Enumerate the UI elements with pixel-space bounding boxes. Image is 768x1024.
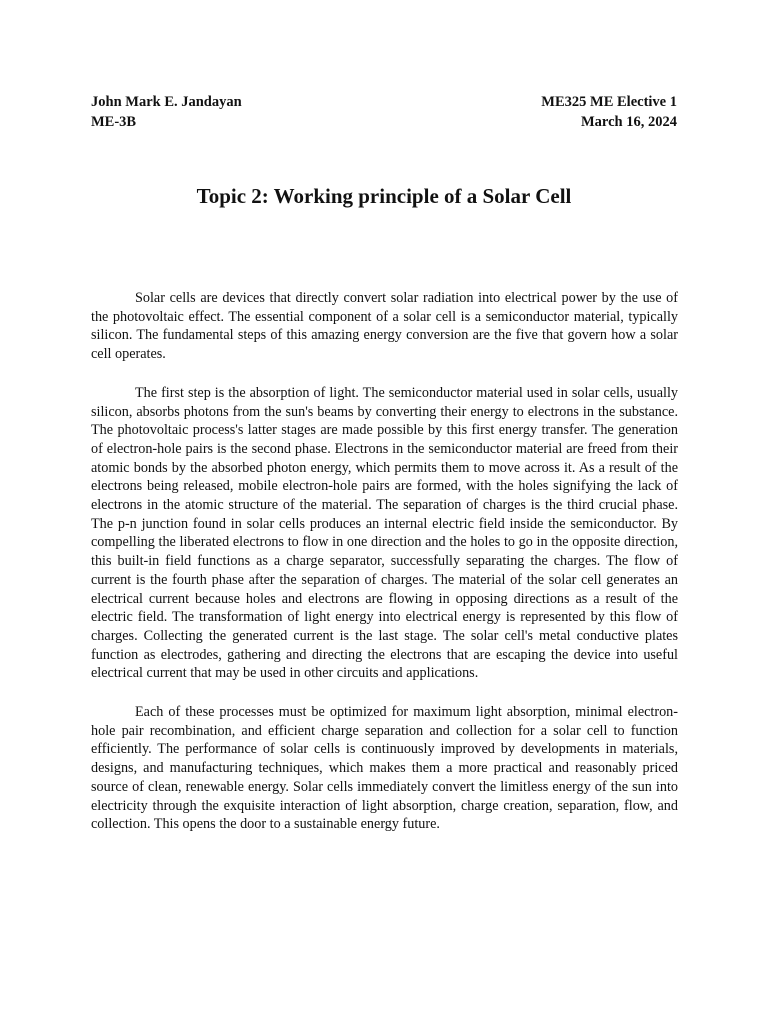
header-right: [541, 92, 677, 132]
document-title: Topic 2: Working principle of a Solar Cell: [196, 184, 572, 208]
section-label: ME-3B: [91, 114, 137, 130]
course-label: ME325 ME Elective 1: [541, 94, 677, 110]
document-body: [91, 289, 678, 854]
paragraph-steps: The first step is the absorption of light. The semiconductor material used in solar cells, usually silicon, absorbs photons from the sun's beams by converting their energy to electrons in the substance. The photovoltaic process's latter stages are made possible by this first energy transfer. The generation of electron-hole pairs is the second phase. Electrons in the semiconductor material are freed from their atomic bonds by the absorbed photon energy, which permits them to move across it. As a result of the electrons being released, mobile electron-hole pairs are formed, with the holes signifying the lack of electrons in the atomic structure of the material. The separation of charges is the third crucial phase. The p-n junction found in solar cells produces an internal electric field inside the semiconductor. By compelling the liberated electrons to flow in one direction and the holes to go in the opposite direction, this built-in field functions as a charge separator, successfully separating the charges. The flow of current is the fourth phase after the separation of charges. The material of the solar cell generates an electrical current because holes and electrons are flowing in opposing directions as a result of the electric field. The transformation of light energy into electrical energy is represented by this flow of charges. Collecting the generated current is the last stage. The solar cell's metal conductive plates function as electrodes, gathering and directing the electrons that are escaping the device into useful electrical current that may be used in other circuits and applications.: [91, 384, 678, 682]
header-left: [91, 92, 242, 132]
document-header: [91, 92, 677, 132]
paragraph-conclusion: Each of these processes must be optimized for maximum light absorption, minimal electron-hole pair recombination, and efficient charge separation and collection for a solar cell to function efficiently. The performance of solar cells is continuously improved by developments in materials, designs, and manufacturing techniques, which makes them a more practical and reasonably priced source of clean, renewable energy. Solar cells immediately convert the limitless energy of the sun into electricity through the exquisite interaction of light absorption, charge creation, separation, flow, and collection. This opens the door to a sustainable energy future.: [91, 704, 678, 833]
paragraph-intro: Solar cells are devices that directly convert solar radiation into electrical power by the use of the photovoltaic effect. The essential component of a solar cell is a semiconductor material, typically silicon. The fundamental steps of this amazing energy conversion are the five that govern how a solar cell operates.: [91, 290, 678, 363]
document-date: March 16, 2024: [581, 114, 677, 130]
author-name: John Mark E. Jandayan: [91, 94, 242, 110]
